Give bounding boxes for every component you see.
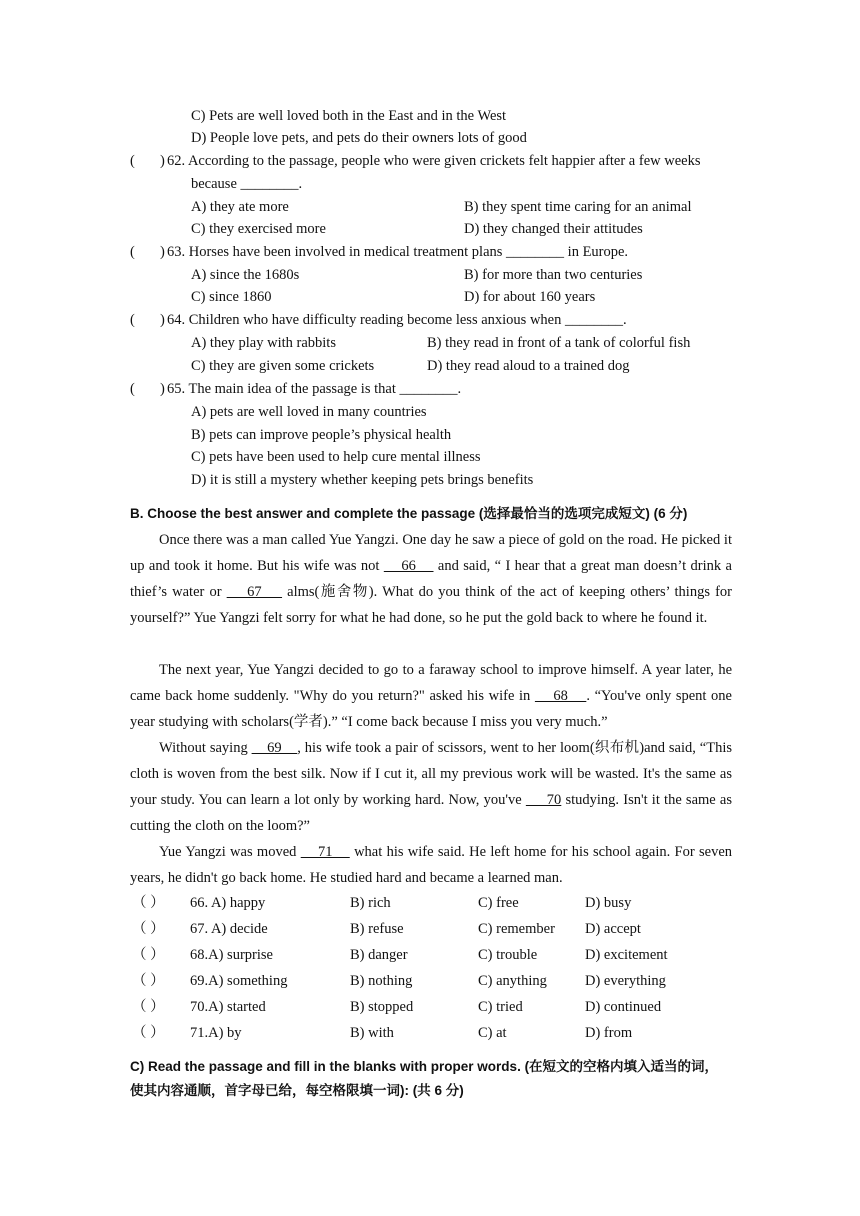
choice-b: B) nothing	[350, 973, 413, 989]
answer-paren: （ ）	[132, 921, 165, 937]
answer-paren-close: )	[160, 244, 165, 260]
choice-a: 70.A) started	[190, 999, 266, 1015]
option-d: D) it is still a mystery whether keeping pets brings benefits	[191, 472, 534, 488]
option-b: B) pets can improve people’s physical health	[191, 427, 452, 443]
section-c-heading-line-1: C) Read the passage and fill in the blanks with proper words. (在短文的空格内填入适当的词，	[130, 1059, 719, 1074]
blank-69: 69	[251, 740, 298, 756]
option-c: C) they are given some crickets	[191, 358, 375, 374]
option-d: D) they read aloud to a trained dog	[427, 358, 630, 374]
choice-a: 69.A) something	[190, 973, 288, 989]
option-a: A) pets are well loved in many countries	[191, 404, 427, 420]
option-a: A) since the 1680s	[191, 267, 300, 283]
section-b-heading: B. Choose the best answer and complete the passage (选择最恰当的选项完成短文) (6 分)	[130, 506, 688, 521]
answer-paren-close: )	[160, 381, 165, 397]
answer-paren-open: (	[130, 312, 135, 328]
option-a: A) they play with rabbits	[191, 335, 336, 351]
option-c: C) they exercised more	[191, 221, 326, 237]
choice-d: D) accept	[585, 921, 641, 937]
question-stem-continued: because ________.	[191, 176, 303, 192]
question-stem: 62. According to the passage, people who were given crickets felt happier after a few weeks	[167, 153, 701, 169]
blank-71: 71	[300, 844, 350, 860]
answer-paren-close: )	[160, 312, 165, 328]
section-c-heading-line-2: 使其内容通顺，首字母已给，每空格限填一词): (共 6 分)	[130, 1083, 464, 1098]
choice-a: 68.A) surprise	[190, 947, 273, 963]
choice-a: 67. A) decide	[190, 921, 268, 937]
answer-paren: （ ）	[132, 999, 165, 1015]
choice-c: C) at	[478, 1025, 507, 1041]
option-c: C) pets have been used to help cure mental illness	[191, 449, 481, 465]
option-d: D) they changed their attitudes	[464, 221, 643, 237]
choice-c: C) trouble	[478, 947, 538, 963]
choice-d: D) continued	[585, 999, 662, 1015]
choice-a: 71.A) by	[190, 1025, 242, 1041]
answer-paren-open: (	[130, 381, 135, 397]
choice-d: D) from	[585, 1025, 633, 1041]
answer-paren: （ ）	[132, 947, 165, 963]
choice-c: C) remember	[478, 921, 555, 937]
choice-d: D) busy	[585, 895, 632, 911]
choice-b: B) stopped	[350, 999, 414, 1015]
choice-b: B) with	[350, 1025, 394, 1041]
answer-paren: （ ）	[132, 973, 165, 989]
choice-c: C) anything	[478, 973, 547, 989]
question-stem: 63. Horses have been involved in medical treatment plans ________ in Europe.	[167, 244, 629, 260]
choice-b: B) refuse	[350, 921, 404, 937]
option-b: B) they read in front of a tank of colorful fish	[427, 335, 691, 351]
option-b: B) they spent time caring for an animal	[464, 199, 692, 215]
choice-c: C) free	[478, 895, 519, 911]
blank-67: 67	[226, 584, 283, 600]
passage-paragraph-1: Once there was a man called Yue Yangzi. One day he saw a piece of gold on the road. He picked it up and took it home. But his wife was not 66 and said, “ I hear that a great man doesn’t drink a thief’s water or 67 alms(施舍物). What do you think of the act of keeping others’ things for yourself?” Yue Yangzi felt sorry for what he had done, so he put the gold back to where he found it.	[130, 532, 732, 626]
answer-paren: （ ）	[132, 1025, 165, 1041]
passage-paragraph-2: The next year, Yue Yangzi decided to go to a faraway school to improve himself. A year later, he came back home suddenly. "Why do you return?" asked his wife in 68 . “You've only spent one year studying with scholars(学者).” “I come back because I miss you very much.”	[130, 662, 732, 730]
option-a: A) they ate more	[191, 199, 289, 215]
blank-66: 66	[383, 558, 434, 574]
answer-paren-open: (	[130, 244, 135, 260]
choice-d: D) excitement	[585, 947, 668, 963]
question-stem: 64. Children who have difficulty reading become less anxious when ________.	[167, 312, 627, 328]
choice-d: D) everything	[585, 973, 666, 989]
blank-70: 70	[525, 792, 562, 808]
q61-option-d: D) People love pets, and pets do their owners lots of good	[191, 130, 527, 146]
choice-b: B) rich	[350, 895, 391, 911]
option-b: B) for more than two centuries	[464, 267, 643, 283]
blank-68: 68	[534, 688, 587, 704]
q61-option-c: C) Pets are well loved both in the East and in the West	[191, 108, 507, 124]
answer-paren-close: )	[160, 153, 165, 169]
option-d: D) for about 160 years	[464, 289, 596, 305]
option-c: C) since 1860	[191, 289, 272, 305]
choice-a: 66. A) happy	[190, 895, 266, 911]
answer-paren-open: (	[130, 153, 135, 169]
question-stem: 65. The main idea of the passage is that ________.	[167, 381, 462, 397]
passage-paragraph-4: Yue Yangzi was moved 71 what his wife said. He left home for his school again. For seven years, he didn't go back home. He studied hard and became a learned man.	[130, 844, 733, 886]
answer-paren: （ ）	[132, 895, 165, 911]
passage-paragraph-3: Without saying 69 , his wife took a pair of scissors, went to her loom(织布机)and said, “This cloth is woven from the best silk. Now if I cut it, all my previous work will be wasted. It's the same as your study. You can learn a lot only by working hard. Now, you've 70 studying. Isn't it the same as cutting the cloth on the loom?”	[130, 740, 732, 834]
choice-c: C) tried	[478, 999, 523, 1015]
choice-b: B) danger	[350, 947, 408, 963]
